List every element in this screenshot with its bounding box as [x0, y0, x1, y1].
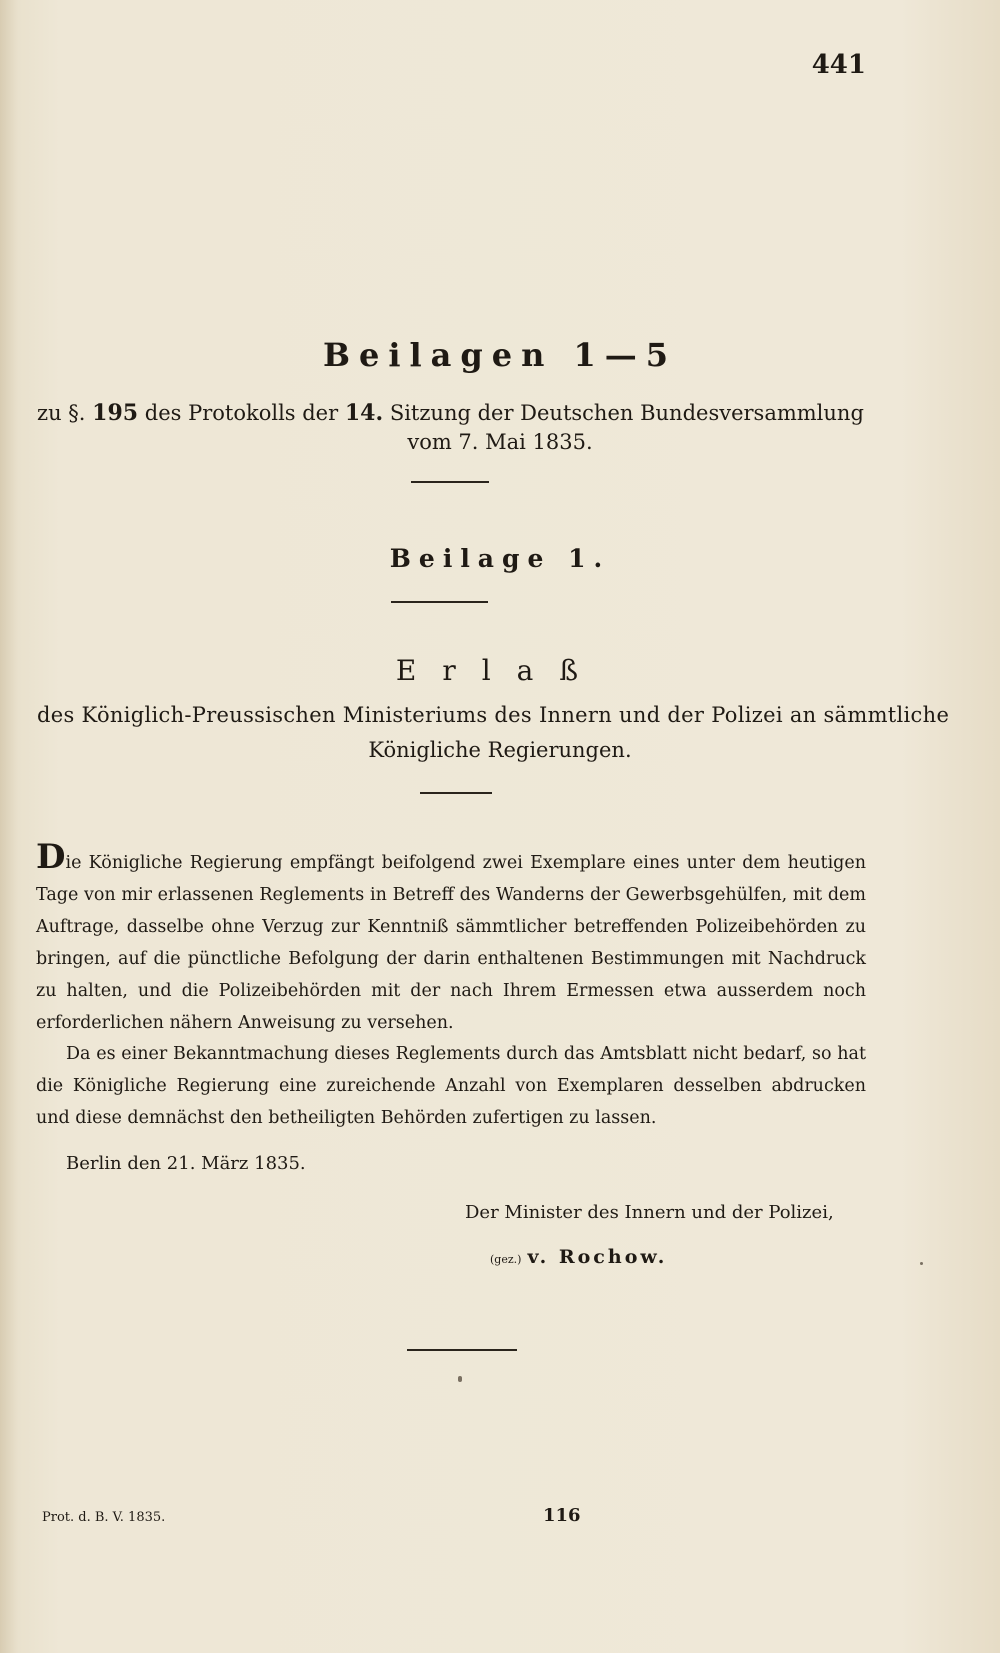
footer-reference: Prot. d. B. V. 1835. [42, 1510, 166, 1525]
subtitle-line-2: vom 7. Mai 1835. [407, 430, 593, 454]
divider [411, 481, 489, 483]
subtitle-session-number: 14. [344, 400, 384, 426]
signature-gez: (gez.) [490, 1253, 522, 1266]
subtitle-prefix: zu §. [37, 401, 86, 425]
divider [420, 792, 492, 794]
divider [391, 601, 488, 603]
description-line-1: des Königlich-Preussischen Ministeriums des Innern und der Polizei an sämmtliche [37, 703, 950, 727]
subtitle-suffix: Sitzung der Deutschen Bundesversammlung [389, 401, 864, 425]
place-date: Berlin den 21. März 1835. [66, 1153, 306, 1174]
signature [490, 1246, 667, 1268]
heading-beilage-1: Beilage 1. [389, 544, 611, 573]
heading-beilagen: Beilagen 1—5 [322, 336, 678, 374]
ink-speck [458, 1376, 462, 1382]
paragraph-2: Da es einer Bekanntmachung dieses Reglements durch das Amtsblatt nicht bedarf, so hat die Königliche Regierung eine zureichende Anzahl von Exemplaren desselben abdrucken und diese demnächst den betheiligten Behörden zufertigen zu lassen. [36, 1044, 866, 1128]
paragraph-1-text: ie Königliche Regierung empfängt beifolgend zwei Exemplare eines unter dem heutigen Tage von mir erlassenen Reglements in Betreff des Wanderns der Gewerbsgehülfen, mit dem Auftrage, dasselbe ohne Verzug zur Kenntniß sämmtlicher betreffenden Polizeibehörden zu bringen, auf die pünctliche Befolgung der darin enthaltenen Bestimmungen mit Nachdruck zu halten, und die Polizeibehörden mit der nach Ihrem Ermessen etwa ausserdem noch erforderlichen nähern Anweisung zu versehen. [36, 853, 866, 1033]
subtitle-line-1 [37, 400, 864, 426]
ink-speck [920, 1262, 923, 1265]
footer-signature-number: 116 [543, 1505, 581, 1526]
divider [407, 1349, 517, 1351]
signature-name: v. Rochow. [527, 1246, 668, 1268]
description-line-2: Königliche Regierungen. [368, 738, 632, 762]
drop-cap: D [36, 837, 66, 877]
bleed-through-text [80, 78, 920, 105]
subtitle-paragraph-number: 195 [92, 400, 139, 426]
signature-title: Der Minister des Innern und der Polizei, [465, 1202, 834, 1223]
heading-erlass: Erlaß [395, 654, 605, 687]
paragraph-1 [36, 837, 866, 1039]
page-number: 441 [811, 50, 866, 80]
subtitle-middle: des Protokolls der [144, 401, 339, 425]
